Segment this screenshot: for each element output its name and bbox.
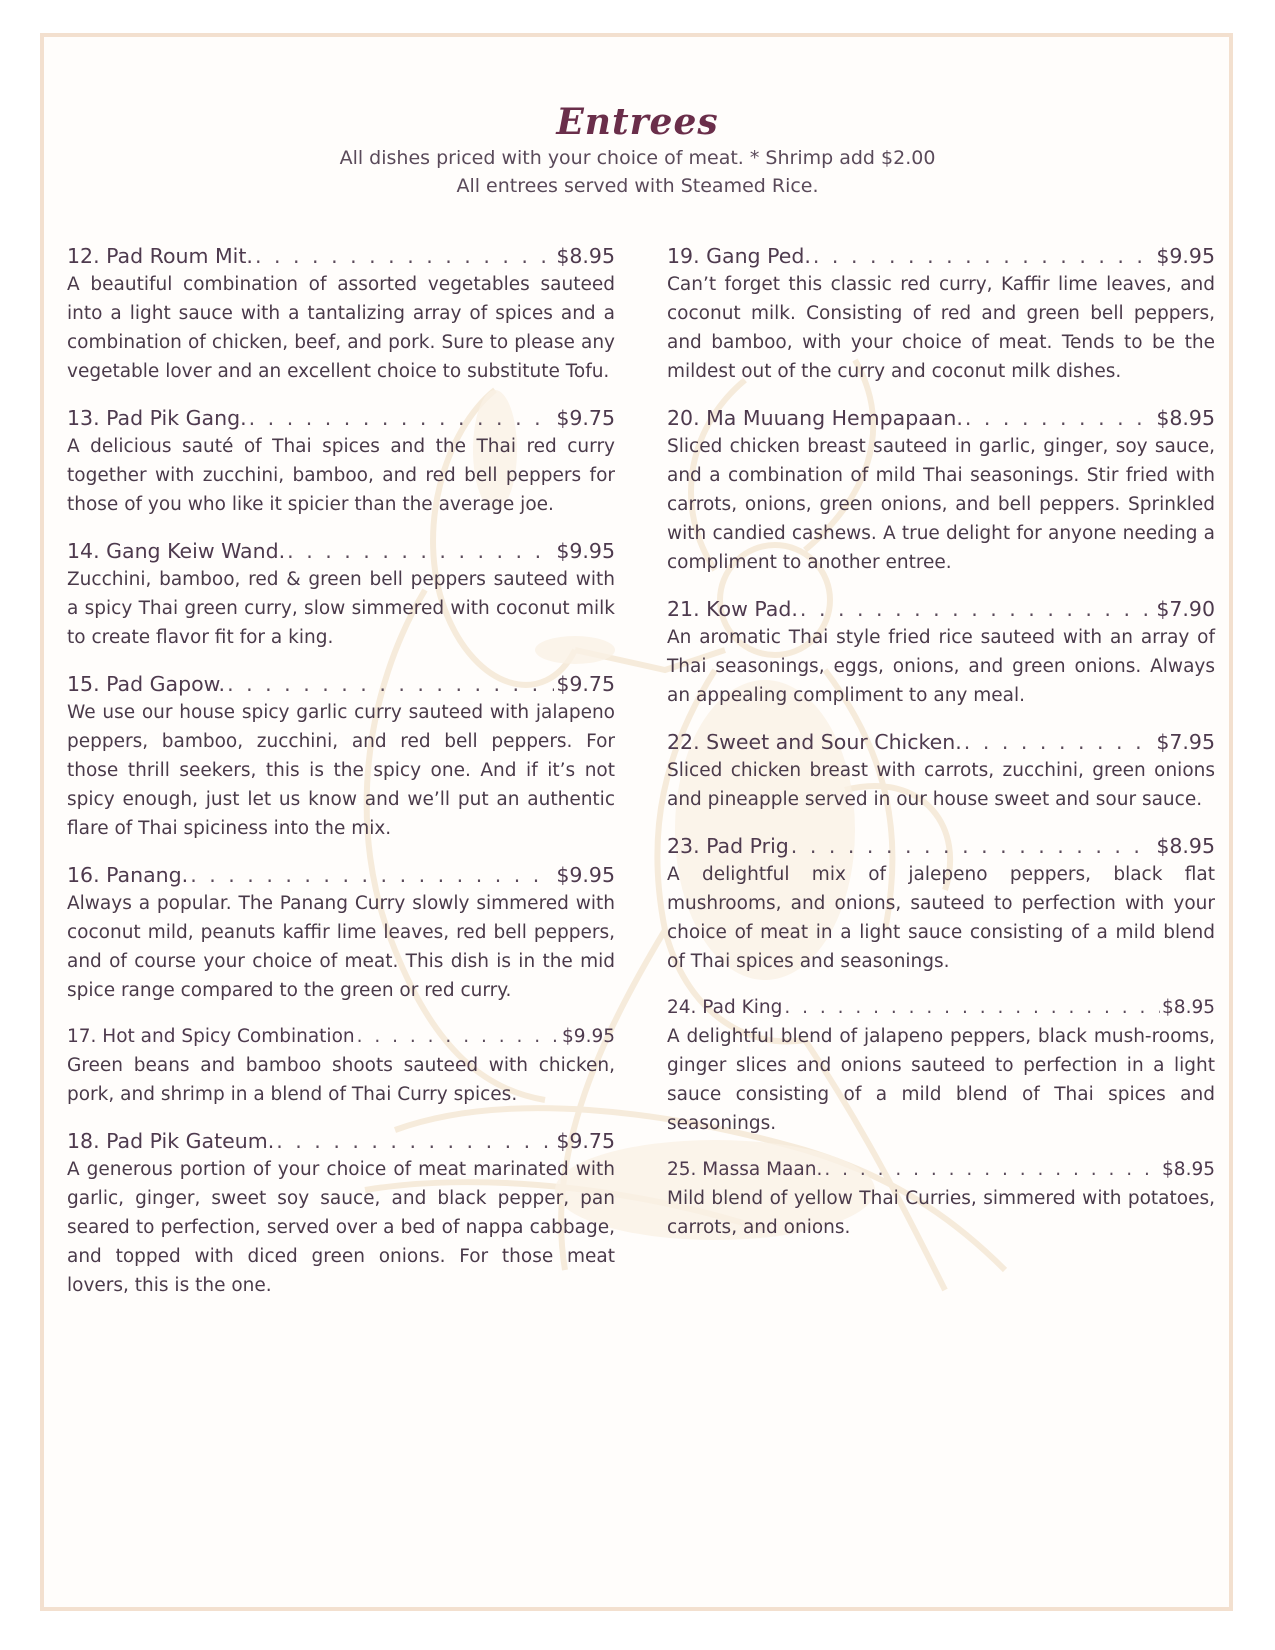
menu-item-description: A beautiful combination of assorted vegetables sauteed into a light sauce with a tantalizing array of spices and a combination of chicken, beef, and pork. Sure to please any vegetable lover and an excellent choice to substitute Tofu. [67, 274, 615, 382]
leader-dots [964, 728, 1155, 756]
menu-item-description: Green beans and bamboo shoots sauteed with chicken, pork, and shrimp in a blend of Thai Curry spices. [67, 1055, 615, 1105]
menu-item-price: $8.95 [1156, 406, 1215, 430]
menu-item-price: $9.75 [556, 672, 615, 696]
menu-item-price: $7.95 [1156, 730, 1215, 754]
menu-item-description: A delightful mix of jalepeno peppers, black flat mushrooms, and onions, sauteed to perfection with your choice of meat in a light sauce consisting of a mild blend of Thai spices and seasonings. [667, 864, 1215, 972]
menu-item-description: We use our house spicy garlic curry sauteed with jalapeno peppers, bamboo, zucchini, and red bell peppers. For those thrill seekers, this is the spicy one. And if it’s not spicy enough, just let us know and we’ll put an authentic flare of Thai spiciness into the mix. [67, 702, 615, 839]
menu-item-heading [667, 1156, 1215, 1184]
menu-item-price: $7.90 [1156, 597, 1215, 621]
menu-item-name: 16. Panang. [67, 863, 189, 887]
menu-item-price: $8.95 [1162, 1159, 1215, 1180]
menu-item-description: Zucchini, bamboo, red & green bell peppers sauteed with a spicy Thai green curry, slow simmered with coconut milk to create flavor fit for a king. [67, 569, 615, 648]
menu-item-heading [67, 1023, 615, 1051]
leader-dots [791, 832, 1155, 860]
menu-item [67, 1023, 615, 1109]
menu-item-description: Sliced chicken breast with carrots, zucchini, green onions and pineapple served in our house sweet and sour sauce. [667, 760, 1215, 810]
leader-dots [227, 670, 554, 698]
menu-item-price: $9.95 [562, 1026, 615, 1047]
menu-item [67, 861, 615, 1005]
leader-dots [965, 404, 1154, 432]
page-title: Entrees [556, 101, 719, 143]
menu-item-name: 20. Ma Muuang Hempapaan. [667, 406, 963, 430]
menu-item-price: $9.95 [1156, 244, 1215, 268]
leader-dots [784, 994, 1160, 1022]
menu-item-name: 19. Gang Ped. [667, 244, 811, 268]
menu-item [667, 994, 1215, 1138]
menu-item [667, 595, 1215, 710]
menu-item-heading [67, 1127, 615, 1155]
menu-item-price: $9.75 [556, 406, 615, 430]
menu-item-name: 14. Gang Keiw Wand. [67, 539, 286, 563]
menu-item [67, 1127, 615, 1300]
menu-header [0, 100, 1275, 200]
menu-item-price: $9.75 [556, 1129, 615, 1153]
menu-item-heading [67, 404, 615, 432]
menu-item-name: 13. Pad Pik Gang. [67, 406, 247, 430]
menu-item-heading [667, 832, 1215, 860]
menu-item-price: $8.95 [1156, 834, 1215, 858]
menu-item-heading [67, 670, 615, 698]
menu-item-name: 17. Hot and Spicy Combination [67, 1026, 355, 1047]
menu-item [67, 670, 615, 843]
menu-item-name: 23. Pad Prig [667, 834, 789, 858]
menu-item [67, 404, 615, 519]
menu-item-description: A delicious sauté of Thai spices and the Thai red curry together with zucchini, bamboo, and red bell peppers for those of you who like it spicier than the average joe. [67, 436, 615, 515]
menu-item-heading [667, 728, 1215, 756]
rice-note: All entrees served with Steamed Rice. [456, 175, 819, 197]
menu-item-price: $9.95 [556, 863, 615, 887]
menu-item-name: 12. Pad Roum Mit. [67, 244, 253, 268]
menu-item-heading [67, 242, 615, 270]
menu-item-description: Can’t forget this classic red curry, Kaffir lime leaves, and coconut milk. Consisting of red and green bell peppers, and bamboo, with your choice of meat. Tends to be the mildest out of the curry and coconut milk dishes. [667, 274, 1215, 382]
menu-item-name: 24. Pad King [667, 997, 783, 1018]
menu-item-price: $8.95 [1162, 997, 1215, 1018]
leader-dots [249, 404, 555, 432]
menu-item [667, 242, 1215, 386]
menu-item [667, 832, 1215, 976]
menu-item-name: 18. Pad Pik Gateum. [67, 1129, 275, 1153]
menu-item-description: A generous portion of your choice of meat marinated with garlic, ginger, sweet soy sauce, and black pepper, pan seared to perfection, served over a bed of nappa cabbage, and topped with diced green onions. For those meat lovers, this is the one. [67, 1159, 615, 1296]
menu-item-description: A delightful blend of jalapeno peppers, black mush-rooms, ginger slices and onions sauteed to perfection in a light sauce consisting of a mild blend of Thai spices and seasonings. [667, 1026, 1215, 1134]
menu-item-name: 15. Pad Gapow. [67, 672, 226, 696]
leader-dots [357, 1023, 560, 1051]
menu-item-heading [67, 861, 615, 889]
leader-dots [255, 242, 554, 270]
left-menu-column [67, 242, 615, 1300]
menu-item [67, 537, 615, 652]
leader-dots [800, 595, 1154, 623]
leader-dots [824, 1156, 1160, 1184]
menu-item-description: Always a popular. The Panang Curry slowly simmered with coconut mild, peanuts kaffir lime leaves, red bell peppers, and of course your choice of meat. This dish is in the mid spice range compared to the green or red curry. [67, 893, 615, 1001]
menu-item-heading [667, 994, 1215, 1022]
menu-item-heading [667, 404, 1215, 432]
right-menu-column [667, 242, 1215, 1242]
menu-item [667, 404, 1215, 577]
menu-item [667, 1156, 1215, 1242]
leader-dots [813, 242, 1154, 270]
menu-item [667, 728, 1215, 814]
menu-item-name: 21. Kow Pad. [667, 597, 798, 621]
menu-item-description: Sliced chicken breast sauteed in garlic, ginger, soy sauce, and a combination of mild Thai seasonings. Stir fried with carrots, onions, green onions, and bell peppers. Sprinkled with candied cashews. A true delight for anyone needing a compliment to another entree. [667, 436, 1215, 573]
leader-dots [276, 1127, 554, 1155]
pricing-note: All dishes priced with your choice of meat. * Shrimp add $2.00 [339, 147, 936, 169]
menu-item-name: 25. Massa Maan. [667, 1159, 823, 1180]
menu-item-price: $8.95 [556, 244, 615, 268]
leader-dots [287, 537, 554, 565]
leader-dots [190, 861, 554, 889]
menu-item-name: 22. Sweet and Sour Chicken. [667, 730, 962, 754]
menu-item-price: $9.95 [556, 539, 615, 563]
menu-item-heading [67, 537, 615, 565]
menu-item-heading [667, 595, 1215, 623]
menu-item-heading [667, 242, 1215, 270]
menu-item-description: An aromatic Thai style fried rice sauteed with an array of Thai seasonings, eggs, onions, and green onions. Always an appealing compliment to any meal. [667, 627, 1215, 706]
menu-item-description: Mild blend of yellow Thai Curries, simmered with potatoes, carrots, and onions. [667, 1188, 1215, 1238]
menu-item [67, 242, 615, 386]
